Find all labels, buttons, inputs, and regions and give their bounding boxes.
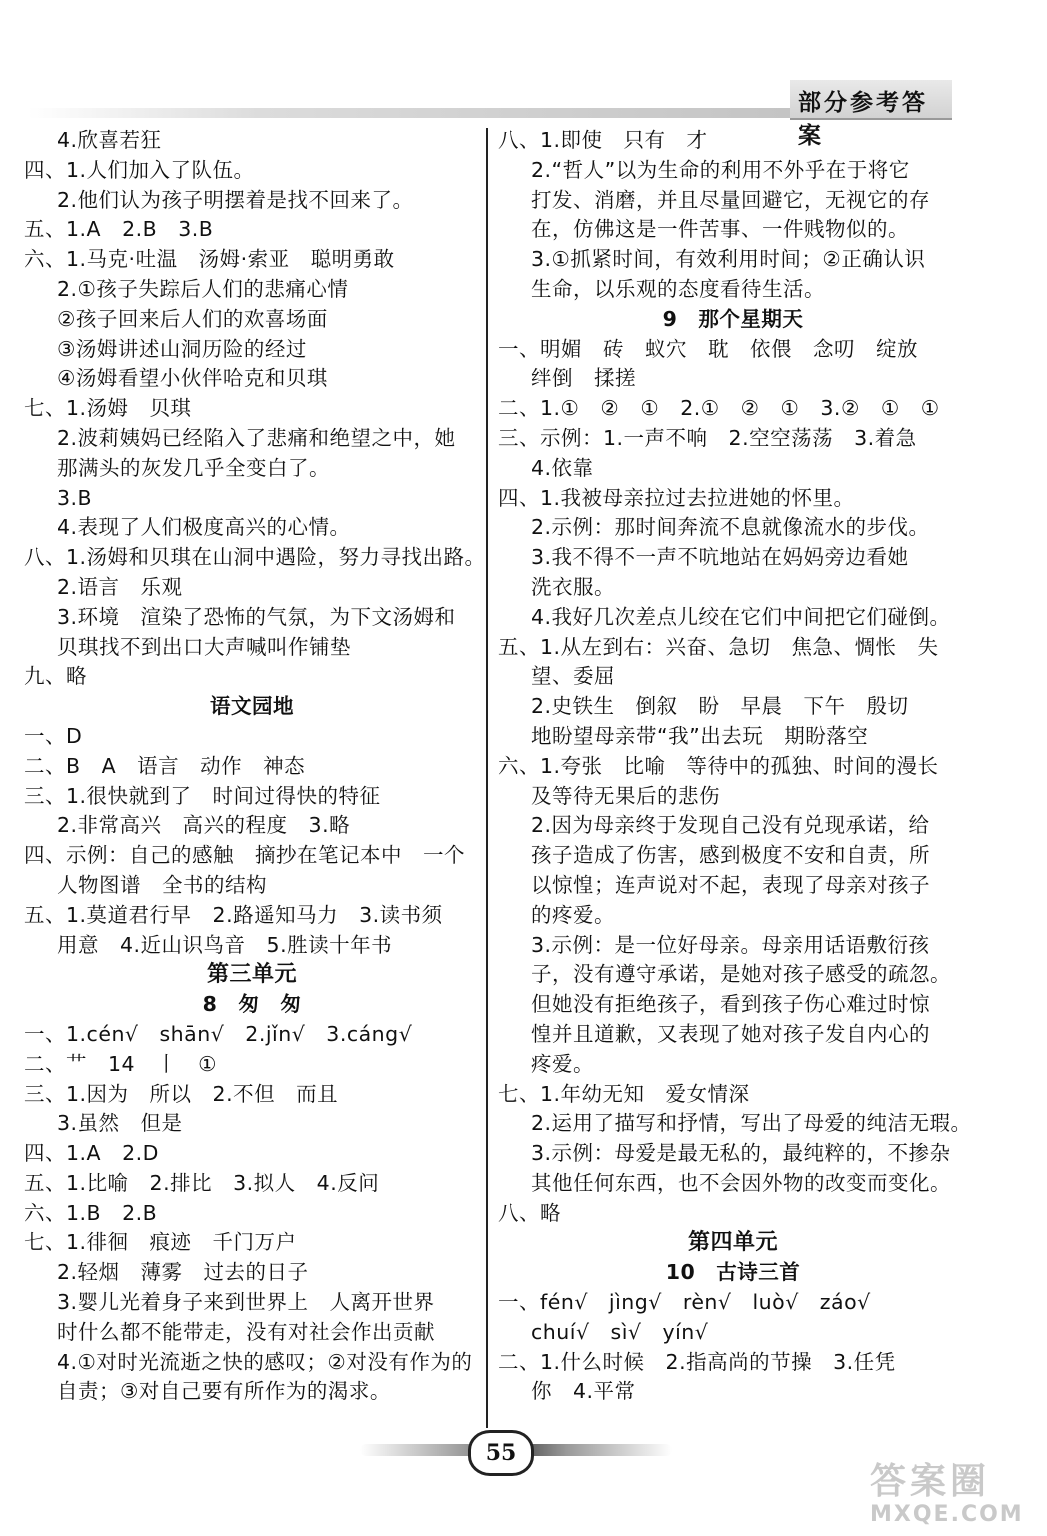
answer-line: 三、示例：1.一声不响 2.空空荡荡 3.着急 — [498, 425, 917, 450]
answer-line: 惶并且道歉，又表现了她对孩子发自内心的 — [531, 1021, 930, 1046]
answer-line: 但她没有拒绝孩子，看到孩子伤心难过时惊 — [531, 992, 930, 1017]
page-number: 55 — [468, 1430, 534, 1476]
answer-line: 用意 4.近山识鸟音 5.胜读十年书 — [57, 932, 393, 957]
answer-line: 2.他们认为孩子明摆着是找不回来了。 — [57, 187, 414, 212]
answer-line: 六、1.马克·吐温 汤姆·索亚 聪明勇敢 — [24, 247, 395, 272]
answer-line: 八、1.汤姆和贝琪在山洞中遇险，努力寻找出路。 — [24, 545, 486, 570]
answer-line: 的疼爱。 — [531, 902, 615, 927]
answer-line: 2.波莉姨妈已经陷入了悲痛和绝望之中，她 — [57, 425, 456, 450]
answer-line: 八、1.即使 只有 才 — [498, 128, 708, 152]
answer-line: 七、1.徘徊 痕迹 千门万户 — [24, 1230, 297, 1255]
answer-line: 2.非常高兴 高兴的程度 3.略 — [57, 813, 351, 838]
answer-line: 二、B A 语言 动作 神态 — [24, 753, 306, 778]
watermark-text-top: 答案圈 — [870, 1461, 991, 1502]
section-heading: 第四单元 — [687, 1230, 778, 1256]
answer-line: 孩子造成了伤害，感到极度不安和自责，所 — [531, 843, 930, 868]
answer-line: 洗衣服。 — [531, 574, 615, 599]
answer-line: 3.虽然 但是 — [57, 1111, 183, 1136]
answer-line: 二、1.什么时候 2.指高尚的节操 3.任凭 — [498, 1349, 896, 1374]
answer-line: 以惊惶；连声说对不起，表现了母亲对孩子 — [531, 872, 930, 897]
answer-line: 子，没有遵守承诺，是她对孩子感受的疏忽。 — [531, 962, 951, 987]
answer-line: 在，仿佛这是一件苦事、一件贱物似的。 — [531, 217, 909, 242]
answer-line: chuí√ sì√ yín√ — [531, 1319, 709, 1344]
answer-line: 3.示例：是一位好母亲。母亲用话语敷衍孩 — [531, 932, 930, 957]
watermark-text-bottom: MXQE.COM — [870, 1502, 1024, 1527]
left-column — [24, 126, 486, 1407]
answer-line: 五、1.莫道君行早 2.路遥知马力 3.读书须 — [24, 902, 443, 927]
answer-line: 3.我不得不一声不吭地站在妈妈旁边看她 — [531, 545, 909, 570]
answer-line: 二、艹 14 丨 ① — [24, 1051, 217, 1076]
answer-line: 2.①孩子失踪后人们的悲痛心情 — [57, 276, 349, 301]
answer-line: 打发、消磨，并且尽量回避它，无视它的存 — [531, 187, 930, 212]
answer-line: ④汤姆看望小伙伴哈克和贝琪 — [57, 366, 328, 391]
right-column — [498, 126, 972, 1407]
answer-line: 地盼望母亲带“我”出去玩 期盼落空 — [531, 723, 869, 748]
answer-line: 五、1.从左到右：兴奋、急切 焦急、惆怅 失 — [498, 634, 939, 659]
answer-line: 3.①抓紧时间，有效利用时间；②正确认识 — [531, 247, 926, 272]
watermark-logo — [870, 1462, 1040, 1532]
answer-line: ③汤姆讲述山洞历险的经过 — [57, 336, 307, 361]
answer-line: 疼爱。 — [531, 1051, 594, 1076]
answer-line: 一、1.cén√ shān√ 2.jǐn√ 3.cáng√ — [24, 1021, 413, 1046]
answer-line: 四、1.人们加入了队伍。 — [24, 157, 255, 182]
answer-line: 一、fén√ jìng√ rèn√ luò√ záo√ — [498, 1290, 871, 1315]
answer-line: 及等待无果后的悲伤 — [531, 783, 720, 808]
answer-line: 五、1.A 2.B 3.B — [24, 217, 214, 242]
answer-line: 那满头的灰发几乎全变白了。 — [57, 455, 330, 480]
answer-line: 七、1.汤姆 贝琪 — [24, 396, 192, 421]
answer-line: 望、委屈 — [531, 664, 615, 689]
answer-line: 2.史铁生 倒叙 盼 早晨 下午 殷切 — [531, 694, 909, 719]
answer-line: 八、略 — [498, 1200, 561, 1225]
footer-ornament-right — [522, 1444, 672, 1456]
answer-line: 2.示例：那时间奔流不息就像流水的步伐。 — [531, 515, 930, 540]
answer-line: 3.婴儿光着身子来到世界上 人离开世界 — [57, 1290, 435, 1315]
answer-line: 4.依靠 — [531, 455, 594, 480]
section-heading: 第三单元 — [206, 962, 297, 988]
answer-line: 五、1.比喻 2.排比 3.拟人 4.反问 — [24, 1170, 380, 1195]
answer-line: 时什么都不能带走，没有对社会作出贡献 — [57, 1319, 435, 1344]
section-heading: 9 那个星期天 — [662, 306, 804, 331]
answer-line: 三、1.因为 所以 2.不但 而且 — [24, 1081, 339, 1106]
answer-line: 其他任何东西，也不会因外物的改变而变化。 — [531, 1170, 951, 1195]
answer-line: 二、1.① ② ① 2.① ② ① 3.② ① ① — [498, 396, 940, 421]
answer-line: 四、1.A 2.D — [24, 1141, 159, 1166]
answer-line: 四、1.我被母亲拉过去拉进她的怀里。 — [498, 485, 855, 510]
answer-line: 4.①对时光流逝之快的感叹；②对没有作为的 — [57, 1349, 473, 1374]
answer-line: 六、1.B 2.B — [24, 1200, 158, 1225]
answer-line: 你 4.平常 — [531, 1379, 636, 1404]
answer-line: 自责；③对自己要有所作为的渴求。 — [57, 1379, 391, 1404]
section-heading: 8 匆 匆 — [202, 992, 302, 1017]
answer-line: 3.示例：母爱是最无私的，最纯粹的，不掺杂 — [531, 1141, 951, 1166]
answer-line: 2.轻烟 薄雾 过去的日子 — [57, 1260, 309, 1285]
answer-line: 4.我好几次差点儿绞在它们中间把它们碰倒。 — [531, 604, 951, 629]
answer-line: 3.B — [57, 485, 93, 510]
answer-line: 九、略 — [24, 664, 87, 689]
answer-line: 一、明媚 砖 蚁穴 耽 依偎 念叨 绽放 — [498, 336, 918, 361]
answer-line: 贝琪找不到出口大声喊叫作铺垫 — [57, 634, 351, 659]
answer-line: 4.表现了人们极度高兴的心情。 — [57, 515, 351, 540]
answer-line: 七、1.年幼无知 爱女情深 — [498, 1081, 750, 1106]
answer-line: 三、1.很快就到了 时间过得快的特征 — [24, 783, 381, 808]
answer-line: 2.语言 乐观 — [57, 574, 183, 599]
section-heading: 语文园地 — [210, 694, 294, 719]
header-title: 部分参考答案 — [798, 89, 928, 149]
answer-line: 3.环境 渲染了恐怖的气氛，为下文汤姆和 — [57, 604, 456, 629]
section-heading: 10 古诗三首 — [665, 1260, 801, 1285]
answer-line: 2.运用了描写和抒情，写出了母爱的纯洁无瑕。 — [531, 1111, 972, 1136]
answer-line: ②孩子回来后人们的欢喜场面 — [57, 306, 328, 331]
answer-line: 四、示例：自己的感触 摘抄在笔记本中 一个 — [24, 843, 465, 868]
answer-line: 人物图谱 全书的结构 — [57, 872, 267, 897]
answer-line: 绊倒 揉搓 — [531, 366, 636, 391]
answer-line: 六、1.夸张 比喻 等待中的孤独、时间的漫长 — [498, 753, 939, 778]
answer-line: 2.“哲人”以为生命的利用不外乎在于将它 — [531, 157, 910, 182]
column-divider — [486, 128, 488, 1428]
answer-line: 2.因为母亲终于发现自己没有兑现承诺，给 — [531, 813, 930, 838]
answer-line: 一、D — [24, 723, 83, 748]
answer-line: 4.欣喜若狂 — [57, 128, 162, 152]
answer-line: 生命，以乐观的态度看待生活。 — [531, 276, 825, 301]
